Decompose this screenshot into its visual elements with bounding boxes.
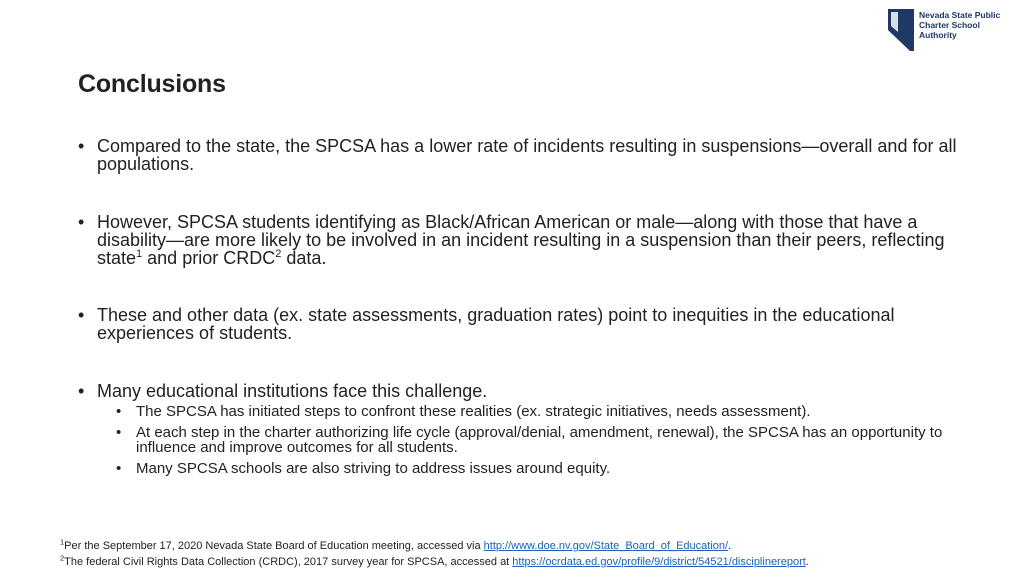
- footnote-2: [60, 554, 809, 570]
- footnote-text: The federal Civil Rights Data Collection (CRDC), 2017 survey year for SPCSA, accessed at: [64, 556, 513, 568]
- bullet-disparities: [78, 213, 958, 267]
- footnote-ref-2: 2: [275, 248, 282, 260]
- footnote-link-doe[interactable]: http://www.doe.nv.gov/State_Board_of_Education/: [483, 540, 729, 552]
- sub-bullet-schools: • Many SPCSA schools are also striving to address issues around equity.: [116, 461, 958, 476]
- footnote-number: 1: [60, 537, 65, 547]
- nevada-state-shape-icon: [887, 8, 915, 52]
- sub-bullet-initiatives: • The SPCSA has initiated steps to confront these realities (ex. strategic initiatives, needs assessment).: [116, 404, 958, 419]
- footnote-1: [60, 538, 809, 554]
- footnotes: [60, 538, 809, 570]
- footnote-link-ocrdata[interactable]: https://ocrdata.ed.gov/profile/9/district/54521/disciplinereport: [512, 556, 806, 568]
- bullet-suspension-rate: • Compared to the state, the SPCSA has a lower rate of incidents resulting in suspensions—overall and for all populations.: [78, 137, 958, 173]
- bullet-text: data.: [281, 248, 327, 268]
- footnote-end: .: [805, 556, 809, 568]
- bullet-text: However, SPCSA students identifying as Black/African American or male—along with those that have a disability—are more likely to be involved in an incident resulting in a suspension than their peers, reflecting state: [97, 212, 945, 268]
- page-title: Conclusions: [78, 70, 226, 98]
- footnote-end: .: [728, 540, 732, 552]
- bullet-inequities: • These and other data (ex. state assessments, graduation rates) point to inequities in the educational experiences of students.: [78, 306, 958, 342]
- bullet-institutions: • Many educational institutions face this challenge.: [78, 382, 958, 400]
- bullet-list: [78, 137, 958, 482]
- logo-line-2: Charter School: [919, 20, 980, 30]
- sub-bullet-list: [78, 404, 958, 476]
- footnote-text: Per the September 17, 2020 Nevada State Board of Education meeting, accessed via: [64, 540, 484, 552]
- sub-bullet-life-cycle: • At each step in the charter authorizing life cycle (approval/denial, amendment, renewal), the SPCSA has an opportunity to influence and improve outcomes for all students.: [116, 425, 958, 455]
- bullet-text: and prior CRDC: [142, 248, 276, 268]
- footnote-number: 2: [60, 553, 65, 563]
- spcsa-logo: [887, 8, 1017, 54]
- logo-line-3: Authority: [919, 30, 957, 40]
- logo-line-1: Nevada State Public: [919, 10, 1001, 20]
- footnote-ref-1: 1: [136, 248, 143, 260]
- logo-text: [919, 10, 1000, 40]
